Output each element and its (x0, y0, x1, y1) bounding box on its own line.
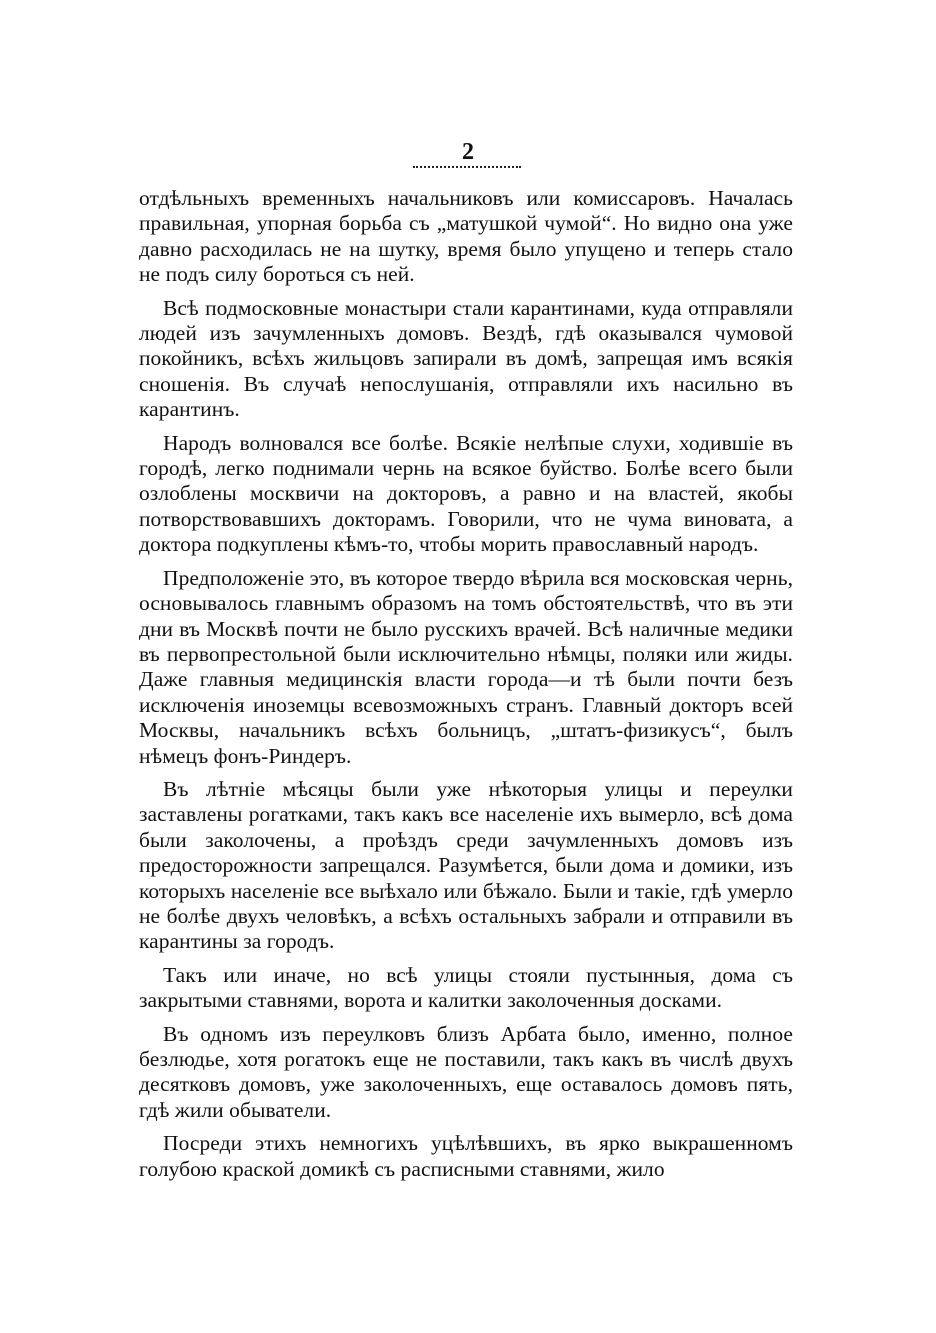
paragraph-3: Народъ волновался все болѣе. Всякіе нелѣпые слухи, ходившіе въ городѣ, легко поднимали чернь на всякое буйство. Болѣе всего были озлоблены москвичи на докторовъ, а равно и на властей, якобы потворствовавшихъ докторамъ. Говорили, что не чума виновата, а доктора подкуплены кѣмъ-то, чтобы морить православный народъ. (139, 430, 793, 557)
paragraph-6: Такъ или иначе, но всѣ улицы стояли пустынныя, дома съ закрытыми ставнями, ворота и калитки заколоченныя досками. (139, 962, 793, 1013)
paragraph-1: отдѣльныхъ временныхъ начальниковъ или комиссаровъ. Началась правильная, упорная борьба съ „матушкой чумой“. Но видно она уже давно расходилась не на шутку, время было упущено и теперь стало не подъ силу бороться съ ней. (139, 186, 793, 287)
paragraph-4: Предположеніе это, въ которое твердо вѣрила вся московская чернь, основывалось главнымъ образомъ на томъ обстоятельствѣ, что въ эти дни въ Москвѣ почти не было русскихъ врачей. Всѣ наличные медики въ первопрестольной были исключительно нѣмцы, поляки или жиды. Даже главныя медицинскія власти города—и тѣ были почти безъ исключенія иноземцы всевозможныхъ странъ. Главный докторъ всей Москвы, начальникъ всѣхъ больницъ, „штатъ-физикусъ“, былъ нѣмецъ фонъ-Риндеръ. (139, 565, 793, 768)
paragraph-8: Посреди этихъ немногихъ уцѣлѣвшихъ, въ ярко выкрашенномъ голубою краской домикѣ съ расписными ставнями, жило (139, 1131, 793, 1181)
body-text (139, 186, 793, 1190)
paragraph-5: Въ лѣтніе мѣсяцы были уже нѣкоторыя улицы и переулки заставлены рогатками, такъ какъ все населеніе ихъ вымерло, всѣ дома были заколочены, а проѣздъ среди зачумленныхъ домовъ изъ предосторожности запрещался. Разумѣется, были дома и домики, изъ которыхъ населеніе все выѣхало или бѣжало. Были и такіе, гдѣ умерло не болѣе двухъ человѣкъ, а всѣхъ остальныхъ забрали и отправили въ карантины за городъ. (139, 776, 793, 954)
page-number: 2 (462, 139, 474, 165)
page-number-rule (413, 166, 521, 168)
paragraph-2: Всѣ подмосковные монастыри стали карантинами, куда отправляли людей изъ зачумленныхъ домовъ. Вездѣ, гдѣ оказывался чумовой покойникъ, всѣхъ жильцовъ запирали въ домѣ, запрещая имъ всякія сношенія. Въ случаѣ непослушанія, отправляли ихъ насильно въ карантинъ. (139, 295, 793, 422)
paragraph-7: Въ одномъ изъ переулковъ близъ Арбата было, именно, полное безлюдье, хотя рогатокъ еще не поставили, такъ какъ въ числѣ двухъ десятковъ домовъ, уже заколоченныхъ, еще оставалось домовъ пять, гдѣ жили обыватели. (139, 1021, 793, 1122)
